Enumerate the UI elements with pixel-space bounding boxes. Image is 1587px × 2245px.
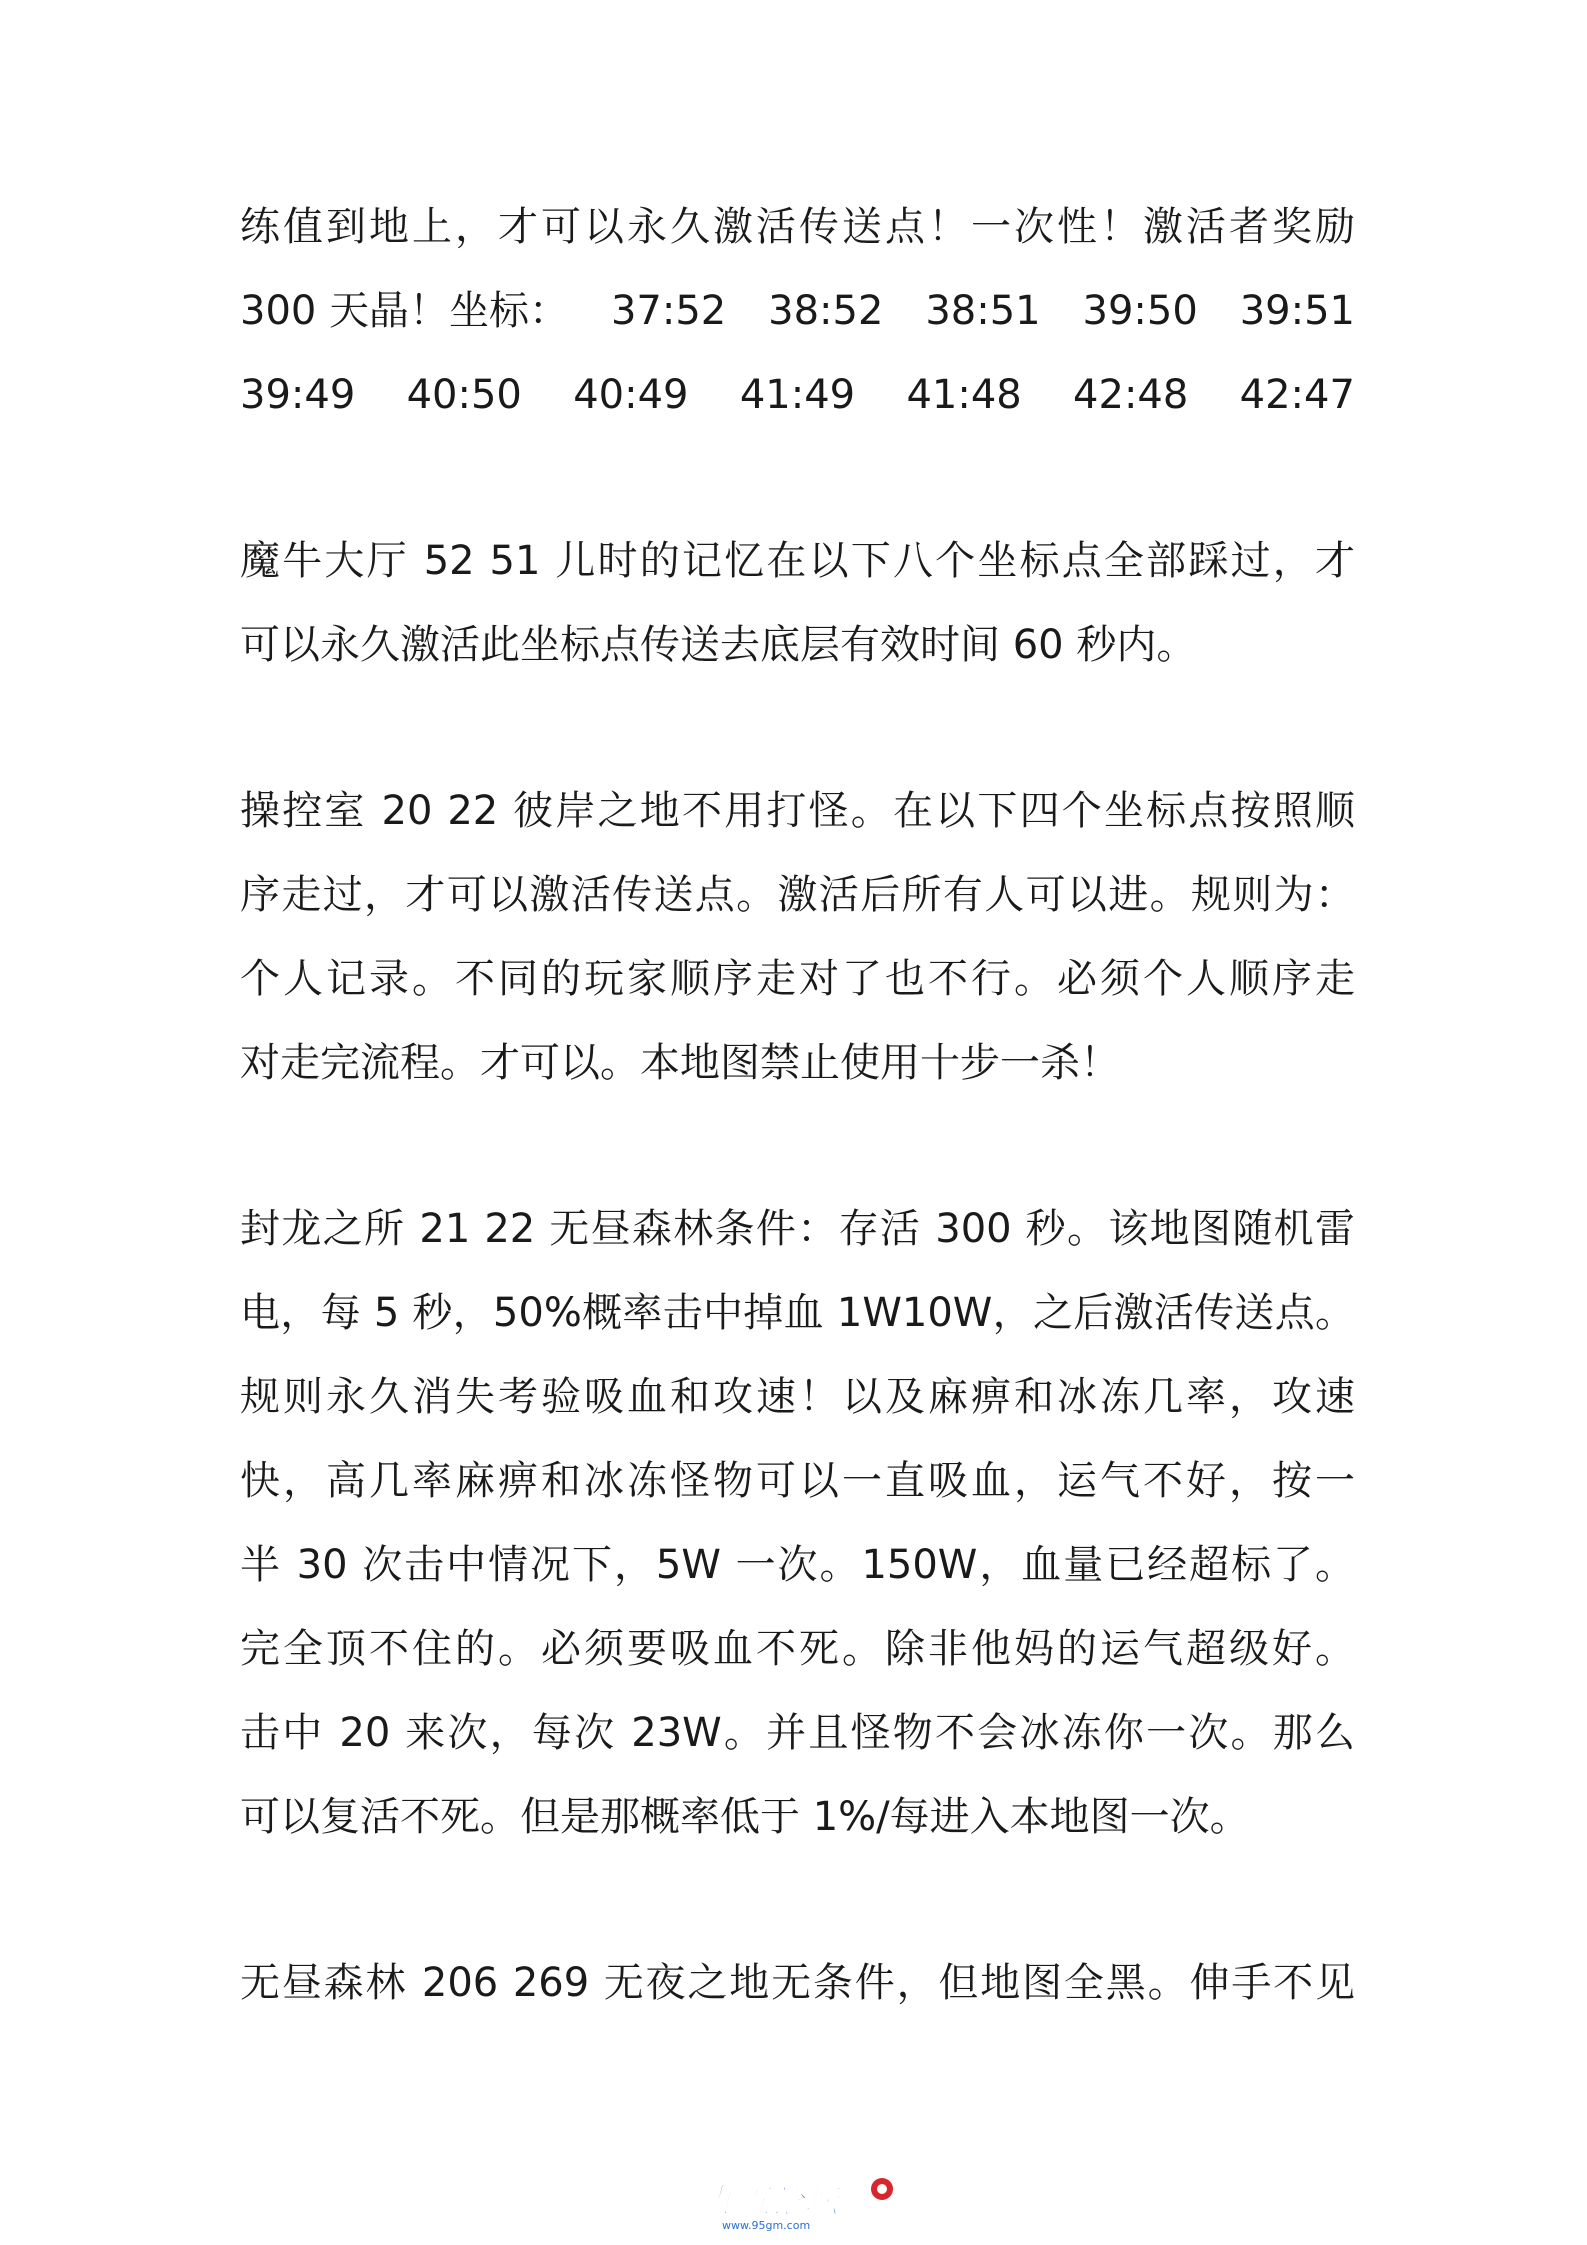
coordinate: 41:49 [739,372,856,418]
forum-logo [700,2175,910,2233]
text-line: 完全顶不住的。必须要吸血不死。除非他妈的运气超级好。 [240,1626,1355,1672]
paragraph-4 [240,1187,1355,1859]
paragraph-spacer [240,437,1355,519]
paragraph-spacer [240,687,1355,769]
text-line: 个人记录。不同的玩家顺序走对了也不行。必须个人顺序走 [240,956,1355,1002]
logo-subtext: www.95gm.com [722,2219,811,2232]
text-line: 半 30 次击中情况下，5W 一次。150W，血量已经超标了。 [240,1542,1355,1588]
coordinate: 39:49 [240,372,356,418]
document-body [240,185,1355,2025]
coordinate: 39:51 [1239,288,1355,334]
coordinate: 42:47 [1239,372,1355,418]
text-line: 魔牛大厅 52 51 儿时的记忆在以下八个坐标点全部踩过，才 [240,538,1355,584]
text-line: 快，高几率麻痹和冰冻怪物可以一直吸血，运气不好，按一 [240,1458,1355,1504]
text-line: 规则永久消失考验吸血和攻速！以及麻痹和冰冻几率，攻速 [240,1374,1355,1420]
coordinate: 42:48 [1073,372,1189,418]
coordinate: 37:52 [610,288,727,334]
coordinate: 38:52 [768,288,884,334]
paragraph-spacer [240,1859,1355,1941]
coordinates-line-2 [240,353,1355,437]
text-line: 可以复活不死。但是那概率低于 1%/每进入本地图一次。 [240,1794,1250,1840]
coordinate: 38:51 [925,288,1041,334]
text-line: 封龙之所 21 22 无昼森林条件：存活 300 秒。该地图随机雷 [240,1206,1355,1252]
coords-prefix: 300 天晶！坐标： [240,288,570,334]
coordinate: 40:49 [573,372,689,418]
text-line: 击中 20 来次，每次 23W。并且怪物不会冰冻你一次。那么 [240,1710,1355,1756]
paragraph-1 [240,185,1355,437]
coordinate: 41:48 [906,372,1022,418]
coordinate: 40:50 [406,372,522,418]
text-line: 可以永久激活此坐标点传送去底层有效时间 60 秒内。 [240,622,1197,668]
paragraph-3 [240,769,1355,1105]
logo-text: 九五论坛 [702,2182,838,2222]
paragraph-5 [240,1941,1355,2025]
text-line: 无昼森林 206 269 无夜之地无条件，但地图全黑。伸手不见 [240,1960,1355,2006]
text-line: 操控室 20 22 彼岸之地不用打怪。在以下四个坐标点按照顺 [240,788,1355,834]
text-line: 电，每 5 秒，50%概率击中掉血 1W10W，之后激活传送点。 [240,1290,1355,1336]
text-line: 对走完流程。才可以。本地图禁止使用十步一杀！ [240,1040,1120,1086]
text-line: 练值到地上，才可以永久激活传送点！一次性！激活者奖励 [240,204,1355,250]
paragraph-spacer [240,1105,1355,1187]
coordinate: 39:50 [1082,288,1198,334]
coordinates-line-1 [240,269,1355,353]
paragraph-2 [240,519,1355,687]
text-line: 序走过，才可以激活传送点。激活后所有人可以进。规则为： [240,872,1355,918]
